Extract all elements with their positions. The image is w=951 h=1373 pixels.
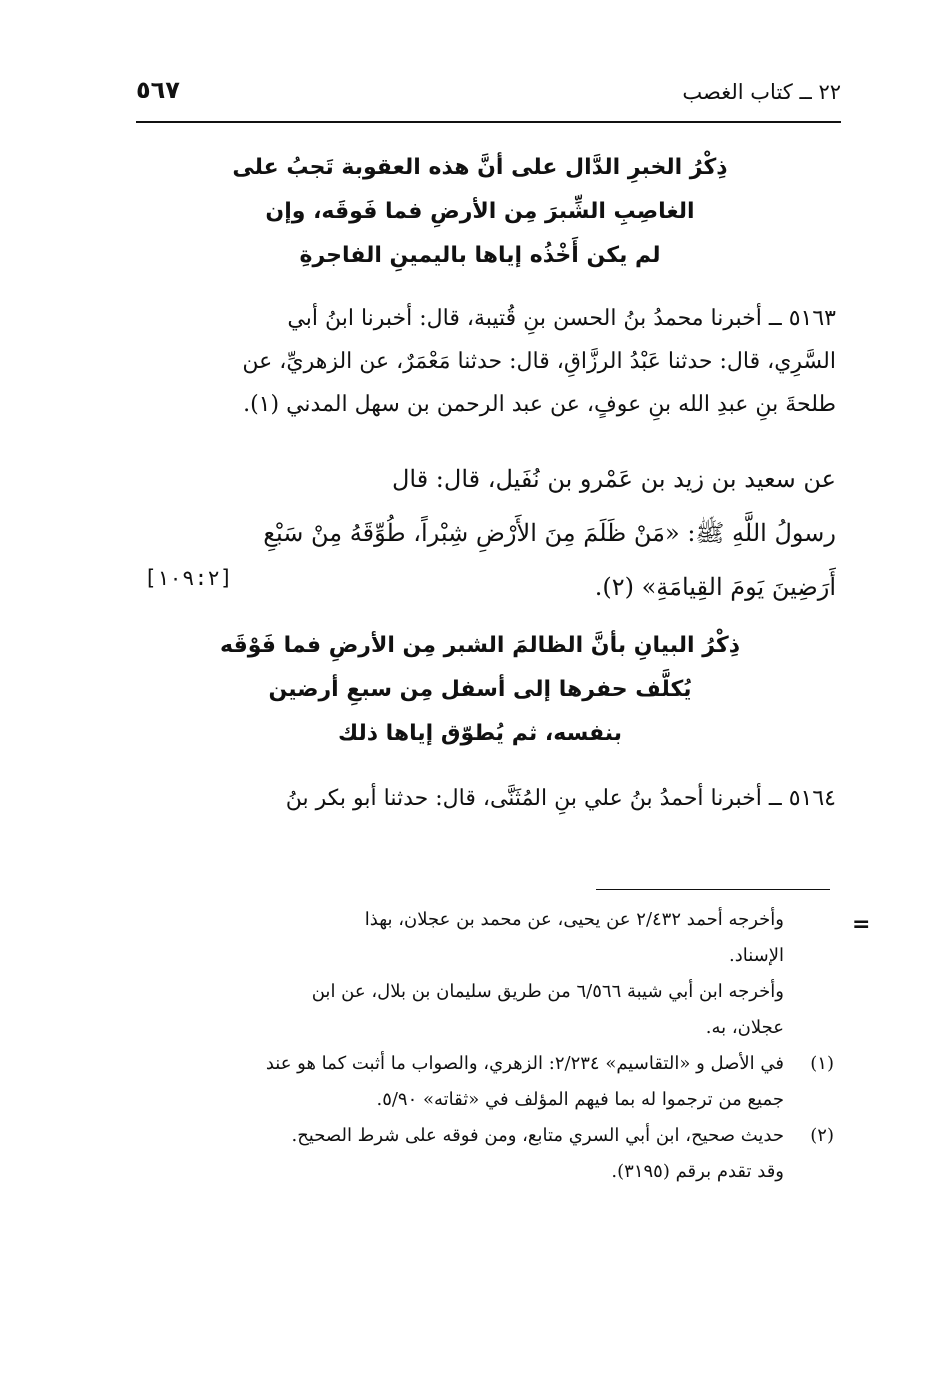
- footnote-2: [132, 1118, 834, 1154]
- chapter-title: ٢٢ ــ كتاب الغصب: [682, 80, 841, 104]
- section-heading-1: [140, 146, 820, 278]
- heading-line: لم يكن أَخْذُه إياها باليمينِ الفاجرةِ: [299, 243, 661, 268]
- running-header: [136, 70, 841, 114]
- hadith-line: رسولُ اللَّهِ ﷺ: «مَنْ ظَلَمَ مِنَ الأَرْضِ شِبْراً، طُوِّقَهُ مِنْ سَبْعِ: [263, 519, 836, 547]
- section-heading-2: [140, 624, 820, 756]
- footnote-number: (١): [810, 1053, 834, 1074]
- footnote-line: جميع من ترجموا له بما فيهم المؤلف في «ثقاته» ٥/٩٠.: [376, 1089, 784, 1110]
- paragraph-line: ٥١٦٤ ــ أخبرنا أحمدُ بنُ علي بنِ المُثَنَّى، قال: حدثنا أبو بكر بنُ: [285, 786, 836, 811]
- footnote-text: في الأصل و «التقاسيم» ٢/٢٣٤: الزهري، والصواب ما أثبت كما هو عند: [265, 1053, 784, 1074]
- heading-line: ذِكْرُ الخبرِ الدَّال على أنَّ هذه العقوبة تَجبُ على: [232, 155, 728, 180]
- footnote-line: الإسناد.: [728, 945, 784, 966]
- cross-reference: [١٠٩:٢]: [144, 566, 233, 590]
- footnote-1: [132, 1046, 834, 1082]
- paragraph-line: طلحةَ بنِ عبدِ الله بنِ عوفٍ، عن عبد الرحمن بن سهل المدني (١).: [243, 392, 836, 417]
- hadith-line: أَرَضِينَ يَومَ القِيامَةِ» (٢).: [594, 573, 836, 601]
- footnote-number: (٢): [810, 1125, 834, 1146]
- heading-line: بنفسه، ثم يُطوّق إياها ذلك: [337, 721, 623, 746]
- footnotes: [132, 902, 834, 1190]
- continuation-mark: =: [852, 912, 871, 937]
- heading-line: الغاصِبِ الشِّبرَ مِن الأرضِ فما فَوقَه، وإن: [265, 199, 695, 224]
- footnote-line: عجلان، به.: [705, 1017, 784, 1038]
- hadith-matn: [136, 452, 836, 614]
- page-number: ٥٦٧: [136, 76, 180, 104]
- footnote-line: وأخرجه ابن أبي شيبة ٦/٥٦٦ من طريق سليمان بن بلال، عن ابن: [311, 981, 784, 1002]
- footnote-line: وقد تقدم برقم (٣١٩٥).: [611, 1161, 784, 1182]
- footnote-line: وأخرجه أحمد ٢/٤٣٢ عن يحيى، عن محمد بن عجلان، بهذا: [364, 909, 784, 930]
- footnote-rule: [596, 889, 830, 890]
- header-rule: [136, 121, 841, 123]
- hadith-line: عن سعيد بن زيد بن عَمْرو بن نُفَيل، قال: قال: [391, 465, 836, 493]
- heading-line: يُكلَّف حفرها إلى أسفل مِن سبعِ أرضين: [268, 677, 692, 702]
- hadith-5163-isnad: [136, 297, 836, 426]
- heading-line: ذِكْرُ البيانِ بأنَّ الظالمَ الشبر مِن الأرضِ فما فَوْقَه: [220, 633, 740, 658]
- footnote-text: حديث صحيح، ابن أبي السري متابع، ومن فوقه على شرط الصحيح.: [291, 1125, 784, 1146]
- paragraph-line: السَّرِي، قال: حدثنا عَبْدُ الرزَّاقِ، قال: حدثنا مَعْمَرٌ، عن الزهريِّ، عن: [242, 349, 836, 374]
- hadith-5164-isnad: [136, 777, 836, 820]
- paragraph-line: ٥١٦٣ ــ أخبرنا محمدُ بنُ الحسن بنِ قُتيبة، قال: أخبرنا ابنُ أبي: [287, 306, 836, 331]
